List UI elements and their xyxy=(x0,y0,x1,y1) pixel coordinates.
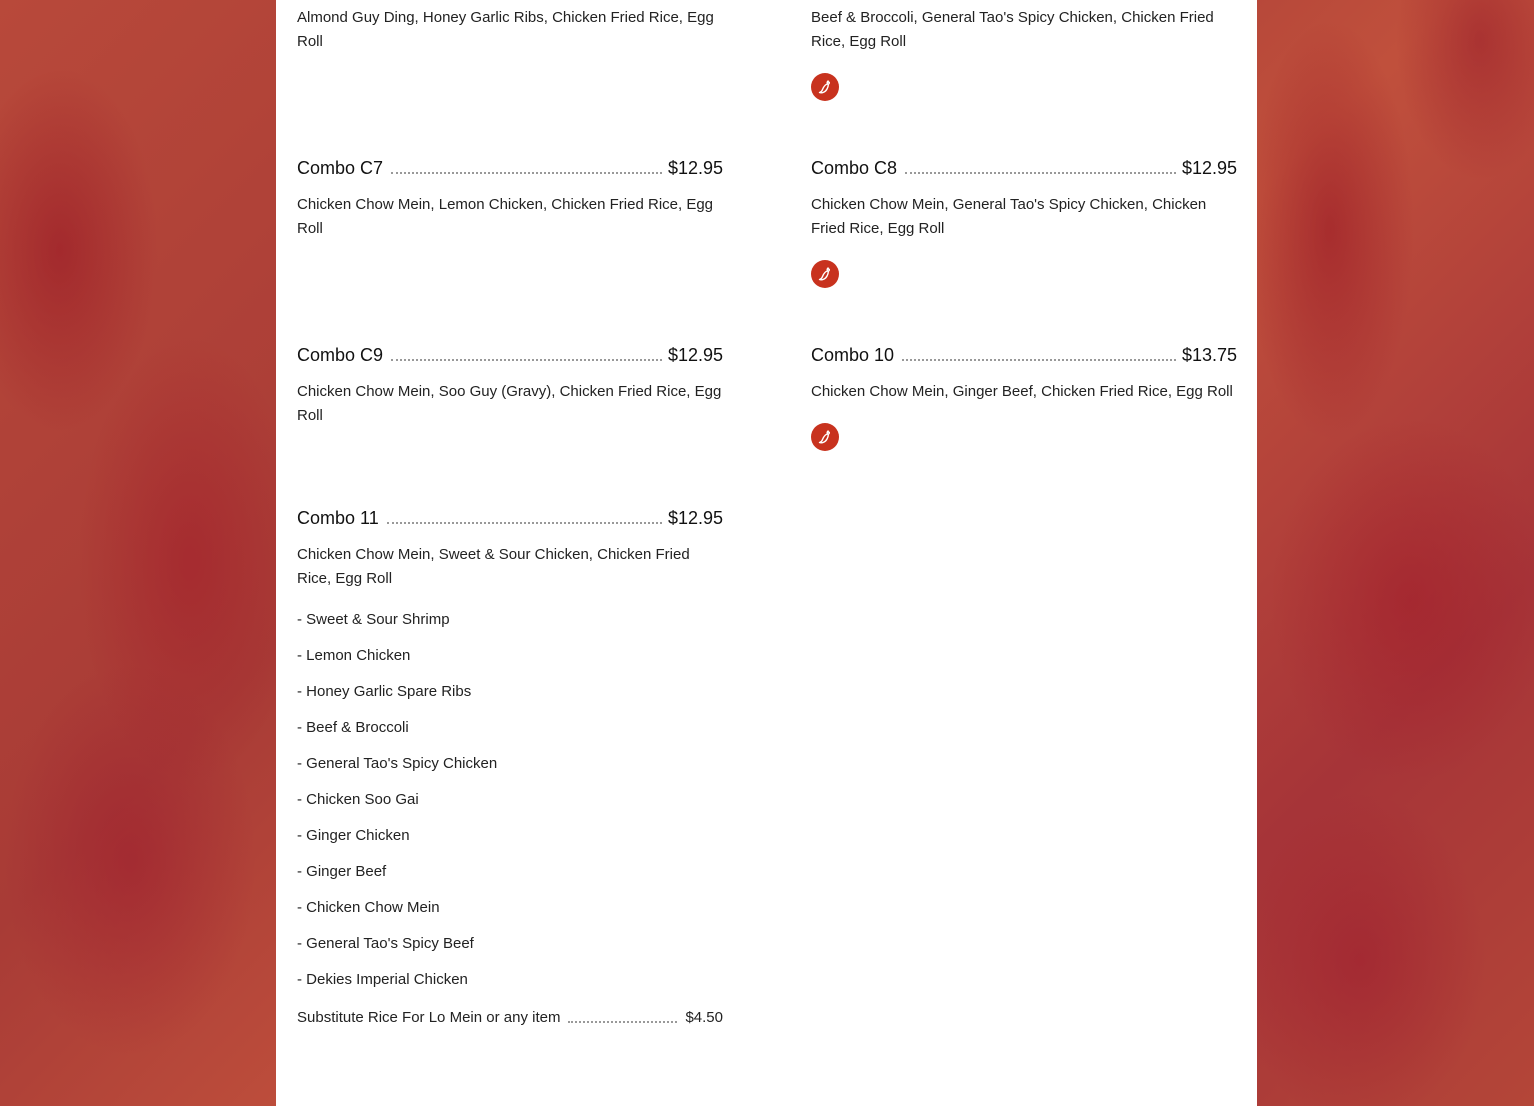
item-description: Chicken Chow Mein, Soo Guy (Gravy), Chicken Fried Rice, Egg Roll xyxy=(297,383,722,424)
item-price: $13.75 xyxy=(1181,345,1237,365)
choice-item: - Dekies Imperial Chicken xyxy=(297,971,468,988)
menu-item-header[interactable] xyxy=(297,156,723,180)
choice-item: - Ginger Beef xyxy=(297,863,387,880)
menu-item-header[interactable] xyxy=(297,343,723,367)
item-name: Combo 11 xyxy=(297,508,379,528)
dot-leader xyxy=(905,172,1176,174)
item-price: $12.95 xyxy=(667,345,723,365)
choice-item: - Lemon Chicken xyxy=(297,647,411,664)
choice-item: - Sweet & Sour Shrimp xyxy=(297,611,450,628)
item-description: Almond Guy Ding, Honey Garlic Ribs, Chicken Fried Rice, Egg Roll xyxy=(297,9,714,50)
menu-item-header[interactable] xyxy=(811,156,1237,180)
substitute-price: $4.50 xyxy=(685,1009,723,1026)
choice-item: - Honey Garlic Spare Ribs xyxy=(297,683,472,700)
chili-pepper-icon xyxy=(811,260,839,288)
item-name: Combo C9 xyxy=(297,345,384,365)
choice-item: - General Tao's Spicy Chicken xyxy=(297,755,498,772)
chili-pepper-icon xyxy=(811,73,839,101)
item-description: Chicken Chow Mein, Ginger Beef, Chicken Fried Rice, Egg Roll xyxy=(811,383,1233,400)
item-name: Combo C7 xyxy=(297,158,384,178)
dot-leader xyxy=(568,1021,677,1023)
choice-item: - Chicken Chow Mein xyxy=(297,899,440,916)
substitute-option[interactable] xyxy=(297,1006,723,1026)
choice-item: - Ginger Chicken xyxy=(297,827,410,844)
menu-item-header[interactable] xyxy=(297,506,723,530)
item-name: Combo 10 xyxy=(811,345,895,365)
item-description: Chicken Chow Mein, General Tao's Spicy Chicken, Chicken Fried Rice, Egg Roll xyxy=(811,196,1207,237)
dot-leader xyxy=(387,522,662,524)
item-price: $12.95 xyxy=(667,158,723,178)
item-price: $12.95 xyxy=(667,508,723,528)
item-name: Combo C8 xyxy=(811,158,898,178)
choice-item: - General Tao's Spicy Beef xyxy=(297,935,474,952)
substitute-label: Substitute Rice For Lo Mein or any item xyxy=(297,1009,561,1026)
item-description: Chicken Chow Mein, Lemon Chicken, Chicken Fried Rice, Egg Roll xyxy=(297,196,714,237)
menu-page xyxy=(276,0,1257,1106)
dot-leader xyxy=(902,359,1176,361)
choice-item: - Beef & Broccoli xyxy=(297,719,409,736)
dot-leader xyxy=(391,359,662,361)
item-description: Chicken Chow Mein, Sweet & Sour Chicken, Chicken Fried Rice, Egg Roll xyxy=(297,546,690,587)
chili-pepper-icon xyxy=(811,423,839,451)
item-price: $12.95 xyxy=(1181,158,1237,178)
menu-item-header[interactable] xyxy=(811,343,1237,367)
dot-leader xyxy=(391,172,662,174)
item-description: Beef & Broccoli, General Tao's Spicy Chicken, Chicken Fried Rice, Egg Roll xyxy=(811,9,1214,50)
choice-item: - Chicken Soo Gai xyxy=(297,791,419,808)
